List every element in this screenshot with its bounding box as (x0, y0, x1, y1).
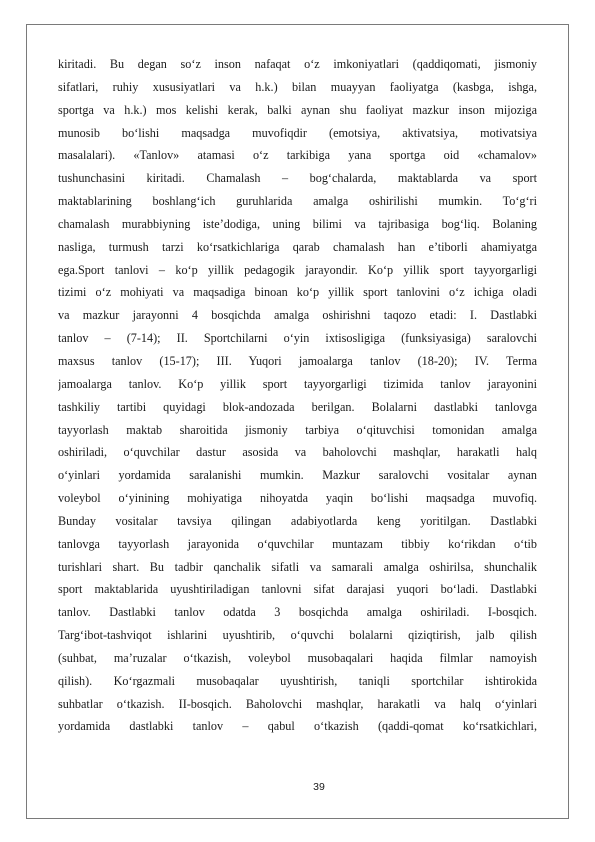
text-line: tushunchasini kiritadi. Chamalash – bog‘chalarda, maktablarda va sport (58, 171, 537, 186)
text-line: nasliga, turmush tarzi ko‘rsatkichlariga qarab chamalash han e’tiborli ahamiyatga (58, 239, 537, 254)
text-line: voleybol o‘yinining mohiyatiga nihoyatda yaqin bo‘lishi maqsadga muvofiq. (58, 491, 537, 506)
text-line: Bunday vositalar tavsiya qilingan adabiyotlarda keng yoritilgan. Dastlabki (58, 513, 537, 528)
text-line: (suhbat, ma’ruzalar o‘tkazish, voleybol musobaqalari haqida filmlar namoyish (58, 650, 537, 665)
text-line: tashkiliy tartibi quyidagi blok-andozada berilgan. Bolalarni dastlabki tanlovga (58, 399, 537, 414)
text-line: va mazkur jarayonni 4 bosqichda amalga oshirishni taqozo etadi: I. Dastlabki (58, 308, 537, 323)
text-line: jamoalarga tanlov. Ko‘p yillik sport tayyorgarligi tizimida tanlov jarayonini (58, 376, 537, 391)
page-number: 39 (313, 781, 325, 793)
text-line: ega.Sport tanlovi – ko‘p yillik pedagogik jarayondir. Ko‘p yillik sport tayyorgarligi (58, 262, 537, 277)
text-line: tanlov – (7-14); II. Sportchilarni o‘yin ixtisosligiga (funksiyasiga) saralovchi (58, 331, 537, 346)
text-line: Targ‘ibot-tashviqot ishlarini uyushtirib, o‘quvchi bolalarni qiziqtirish, jalb qilish (58, 628, 537, 643)
text-line: maxsus tanlov (15-17); III. Yuqori jamoalarga tanlov (18-20); IV. Terma (58, 353, 537, 368)
text-line: yordamida dastlabki tanlov – qabul o‘tkazish (qaddi-qomat ko‘rsatkichlari, (58, 719, 537, 734)
text-line: turishlari shart. Bu tadbir qanchalik sifatli va samarali amalga oshirilsa, shunchalik (58, 559, 537, 574)
text-line: munosib bo‘lishi maqsadga muvofiqdir (emotsiya, aktivatsiya, motivatsiya (58, 125, 537, 140)
text-line: sifatlari, ruhiy xususiyatlari va h.k.) bilan muayyan faoliyatga (kasbga, ishga, (58, 79, 537, 94)
text-line: maktablarining boshlang‘ich guruhlarida amalga oshirilishi mumkin. To‘g‘ri (58, 194, 537, 209)
text-line: o‘yinlari yordamida saralanishi mumkin. Mazkur saralovchi vositalar aynan (58, 468, 537, 483)
text-line: tanlovga tayyorlash jarayonida o‘quvchilar muntazam tibbiy ko‘rikdan o‘tib (58, 536, 537, 551)
body-text (58, 53, 537, 738)
text-line: tanlov. Dastlabki tanlov odatda 3 bosqichda amalga oshiriladi. I-bosqich. (58, 605, 537, 620)
text-line: suhbatlar o‘tkazish. II-bosqich. Baholovchi mashqlar, harakatli va halq o‘yinlari (58, 696, 537, 711)
text-line: tizimi o‘z mohiyati va maqsadiga binoan ko‘p yillik sport tanlovini o‘z ichiga oladi (58, 285, 537, 300)
text-line: tayyorlash maktab sharoitida jismoniy tarbiya o‘qituvchisi tomonidan amalga (58, 422, 537, 437)
text-line: qilish). Ko‘rgazmali musobaqalar uyushtirish, taniqli sportchilar ishtirokida (58, 673, 537, 688)
text-line: chamalash murabbiyning iste’dodiga, uning bilimi va tajribasiga bog‘liq. Bolaning (58, 216, 537, 231)
text-line: oshiriladi, o‘quvchilar dastur asosida va baholovchi mashqlar, harakatli halq (58, 445, 537, 460)
text-line: sportga va h.k.) mos kelishi kerak, balki aynan shu faoliyat mazkur inson mijoziga (58, 102, 537, 117)
text-line: sport maktablarida uyushtiriladigan tanlovni sifat darajasi yuqori bo‘ladi. Dastlabki (58, 582, 537, 597)
text-line: masalalari). «Tanlov» atamasi o‘z tarkibiga yana sportga oid «chamalov» (58, 148, 537, 163)
text-line: kiritadi. Bu degan so‘z inson nafaqat o‘z imkoniyatlari (qaddiqomati, jismoniy (58, 57, 537, 71)
